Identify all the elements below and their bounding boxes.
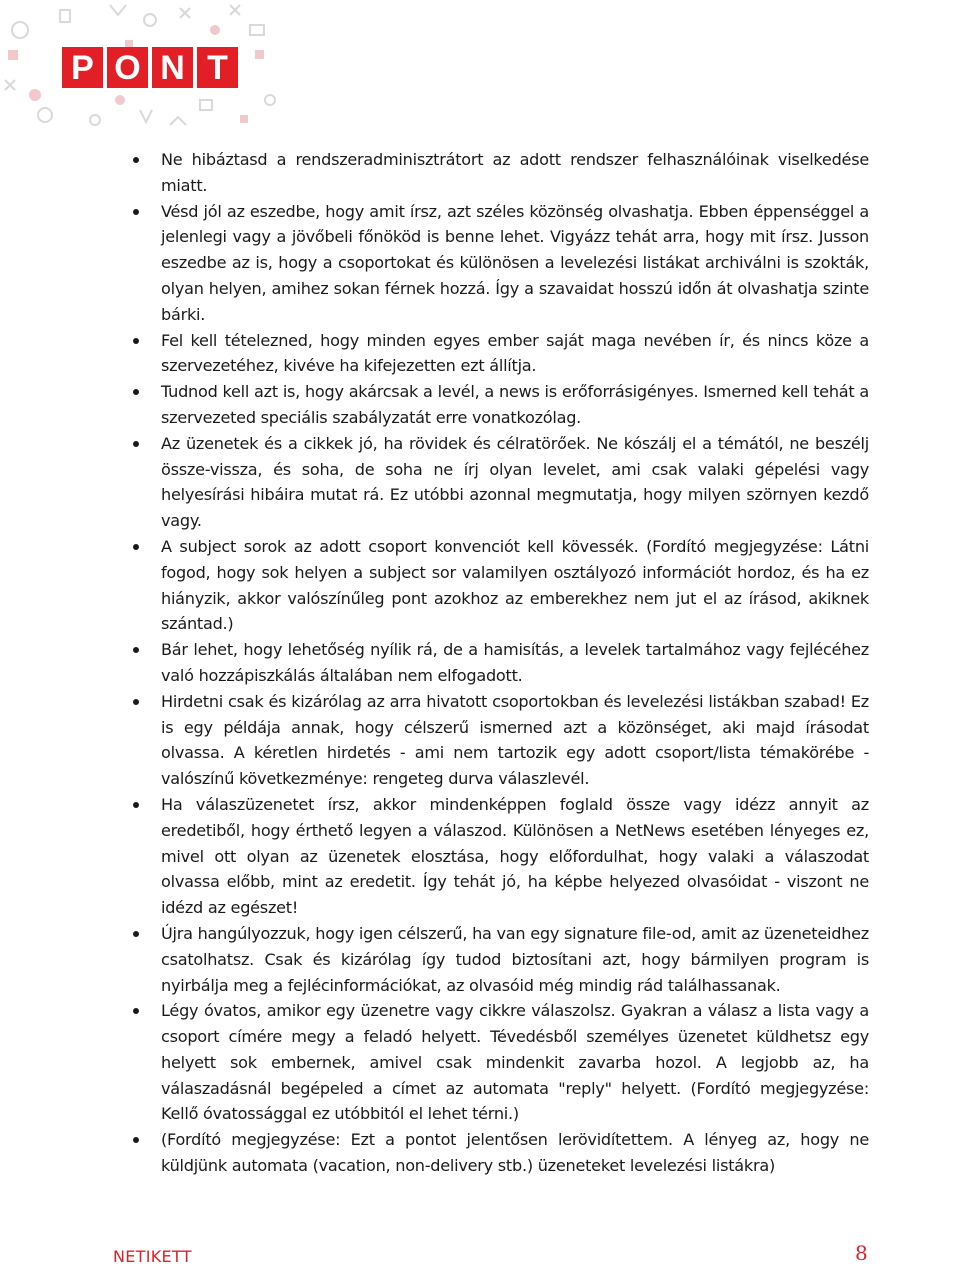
list-item-text: Légy óvatos, amikor egy üzenetre vagy cikkre válaszolsz. Gyakran a válasz a lista vagy a csoport címére megy a feladó helyett. Tévedésből személyes üzenetet küldhetsz egy helyett sok embernek, amivel csak mindenkit zavarba hozol. A legjobb az, ha válaszadásnál begépeled a címet az automata "reply" helyett. (Fordító megjegyzése: Kellő óvatossággal ez utóbbitól el lehet térni.) [161,1001,869,1124]
list-item-text: Bár lehet, hogy lehetőség nyílik rá, de a hamisítás, a levelek tartalmához vagy fejlécéhez való hozzápiszkálás általában nem elfogadott. [161,640,869,685]
bullet-list [131,147,869,1179]
list-item [131,147,869,199]
bullet-icon [133,157,139,163]
list-item-text: Hirdetni csak és kizárólag az arra hivatott csoportokban és levelezési listákban szabad! Ez is egy példája annak, hogy célszerű ismerned azt a közönséget, aki majd írásodat olvassa. A kéretlen hirdetés - ami nem tartozik egy adott csoport/lista témakörébe - valószínű következménye: rengeteg durva válaszlevél. [161,691,869,789]
bullet-icon [133,338,139,344]
list-item [131,689,869,792]
list-item-text: A subject sorok az adott csoport konvenciót kell kövessék. (Fordító megjegyzése: Látni fogod, hogy sok helyen a subject sor valamilyen osztályozó információt hordoz, és ha ez hiányzik, akkor valószínűleg pont azokhoz az emberekhez nem jut el az írásod, akiknek szántad.) [161,536,869,634]
document-body [131,147,869,1179]
list-item [131,637,869,689]
logo-letter-n: N [152,47,193,88]
list-item [131,792,869,921]
logo-letter-t: T [197,47,238,88]
bullet-icon [133,1137,139,1143]
list-item [131,998,869,1127]
list-item [131,1127,869,1179]
list-item [131,379,869,431]
list-item [131,328,869,380]
list-item [131,921,869,998]
list-item-text: Ne hibáztasd a rendszeradminisztrátort az adott rendszer felhasználóinak viselkedése miatt. [161,150,869,195]
logo-letter-o: O [107,47,148,88]
bullet-icon [133,209,139,215]
list-item-text: (Fordító megjegyzése: Ezt a pontot jelentősen lerövidítettem. A lényeg az, hogy ne küldjünk automata (vacation, non-delivery stb.) üzeneteket levelezési listákra) [161,1130,869,1176]
page-number: 8 [855,1241,868,1265]
bullet-icon [133,647,139,653]
list-item [131,534,869,637]
pont-logo [62,47,238,88]
list-item-text: Tudnod kell azt is, hogy akárcsak a levél, a news is erőforrásigényes. Ismerned kell tehát a szervezeted speciális szabályzatát erre vonatkozólag. [161,382,869,427]
bullet-icon [133,1008,139,1014]
logo-letter-p: P [62,47,103,88]
bullet-icon [133,544,139,550]
list-item-text: Újra hangúlyozzuk, hogy igen célszerű, ha van egy signature file-od, amit az üzeneteidhez csatolhatsz. Csak és kizárólag így tudod biztosítani azt, hogy bármilyen program is nyirbálja meg a fejlécinformációkat, az olvasóid még mindig rád találhassanak. [161,923,870,995]
list-item-text: Fel kell tételezned, hogy minden egyes ember saját maga nevében ír, és nincs köze a szervezetéhez, kivéve ha kifejezetten ezt állítja. [161,330,869,376]
list-item-text: Az üzenetek és a cikkek jó, ha rövidek és célratörőek. Ne kószálj el a témától, ne beszélj össze-vissza, és soha, de soha ne írj olyan levelet, ami csak valaki gépelési vagy helyesírási hibáira mutat rá. Ez utóbbi azonnal megmutatja, hogy milyen szörnyen kezdő vagy. [161,433,869,531]
list-item-text: Ha válaszüzenetet írsz, akkor mindenképpen foglald össze vagy idézz annyit az eredetiből, hogy érthető legyen a válaszod. Különösen a NetNews esetében lényeges ez, mivel ott olyan az üzenetek elosztása, hogy előfordulhat, hogy valaki a válaszodat olvassa előbb, mint az eredetit. Így tehát jó, ha képbe helyezed olvasóidat - viszont ne idézd az egészet! [161,794,869,918]
list-item-text: Vésd jól az eszedbe, hogy amit írsz, azt széles közönség olvashatja. Ebben éppenséggel a jelenlegi vagy a jövőbeli főnököd is benne lehet. Vigyázz tehát arra, hogy mit írsz. Jusson eszedbe az is, hogy a csoportokat és különösen a levelezési listákat archiválni is szokták, olyan helyen, amihez sokan férnek hozzá. Így a szavaidat hosszú időn át olvashatja szinte bárki. [161,201,869,324]
bullet-icon [133,931,139,937]
list-item [131,431,869,534]
bullet-icon [133,802,139,808]
bullet-icon [133,699,139,705]
bullet-icon [133,389,139,395]
footer-label: NETIKETT [113,1247,192,1266]
bullet-icon [133,441,139,447]
list-item [131,199,869,328]
